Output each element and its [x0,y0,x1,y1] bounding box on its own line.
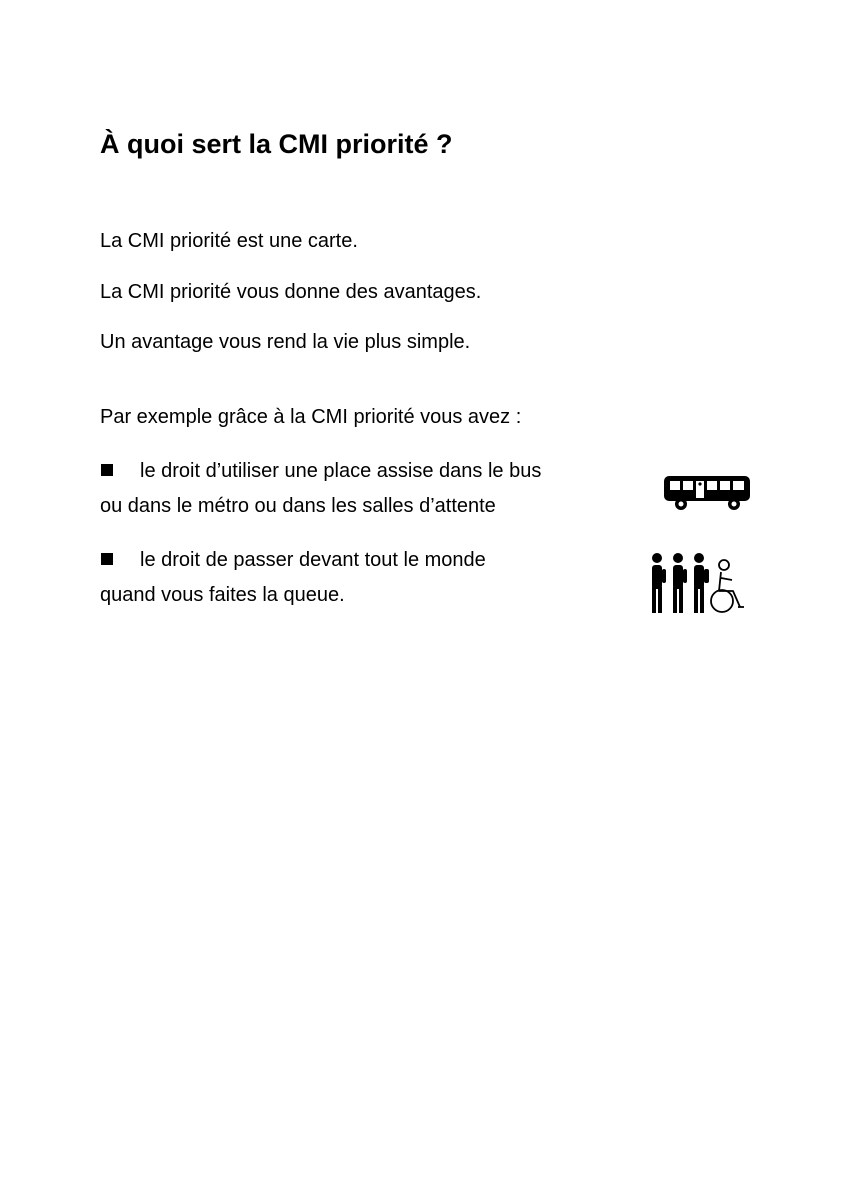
paragraph-simpler-life: Un avantage vous rend la vie plus simple. [100,331,471,353]
list-item-text: le droit d’utiliser une place assise dans le bus [140,460,542,482]
list-item-text-continued: ou dans le métro ou dans les salles d’attente [100,495,496,517]
bullet-square-icon [101,464,113,476]
bullet-square-icon [101,553,113,565]
paragraph-card: La CMI priorité est une carte. [100,230,358,252]
list-item-text: le droit de passer devant tout le monde [140,549,486,571]
paragraph-advantages: La CMI priorité vous donne des avantages. [100,281,482,303]
queue-priority-icon [648,551,752,615]
list-item-queue-right [100,543,620,613]
list-item-text-continued: quand vous faites la queue. [100,584,345,606]
paragraph-example-intro: Par exemple grâce à la CMI priorité vous avez : [100,406,522,428]
bus-icon [662,473,752,513]
list-item-line [100,454,620,489]
list-item-line [100,543,620,578]
list-item-seat-right [100,454,620,524]
page-title: À quoi sert la CMI priorité ? [100,129,453,159]
